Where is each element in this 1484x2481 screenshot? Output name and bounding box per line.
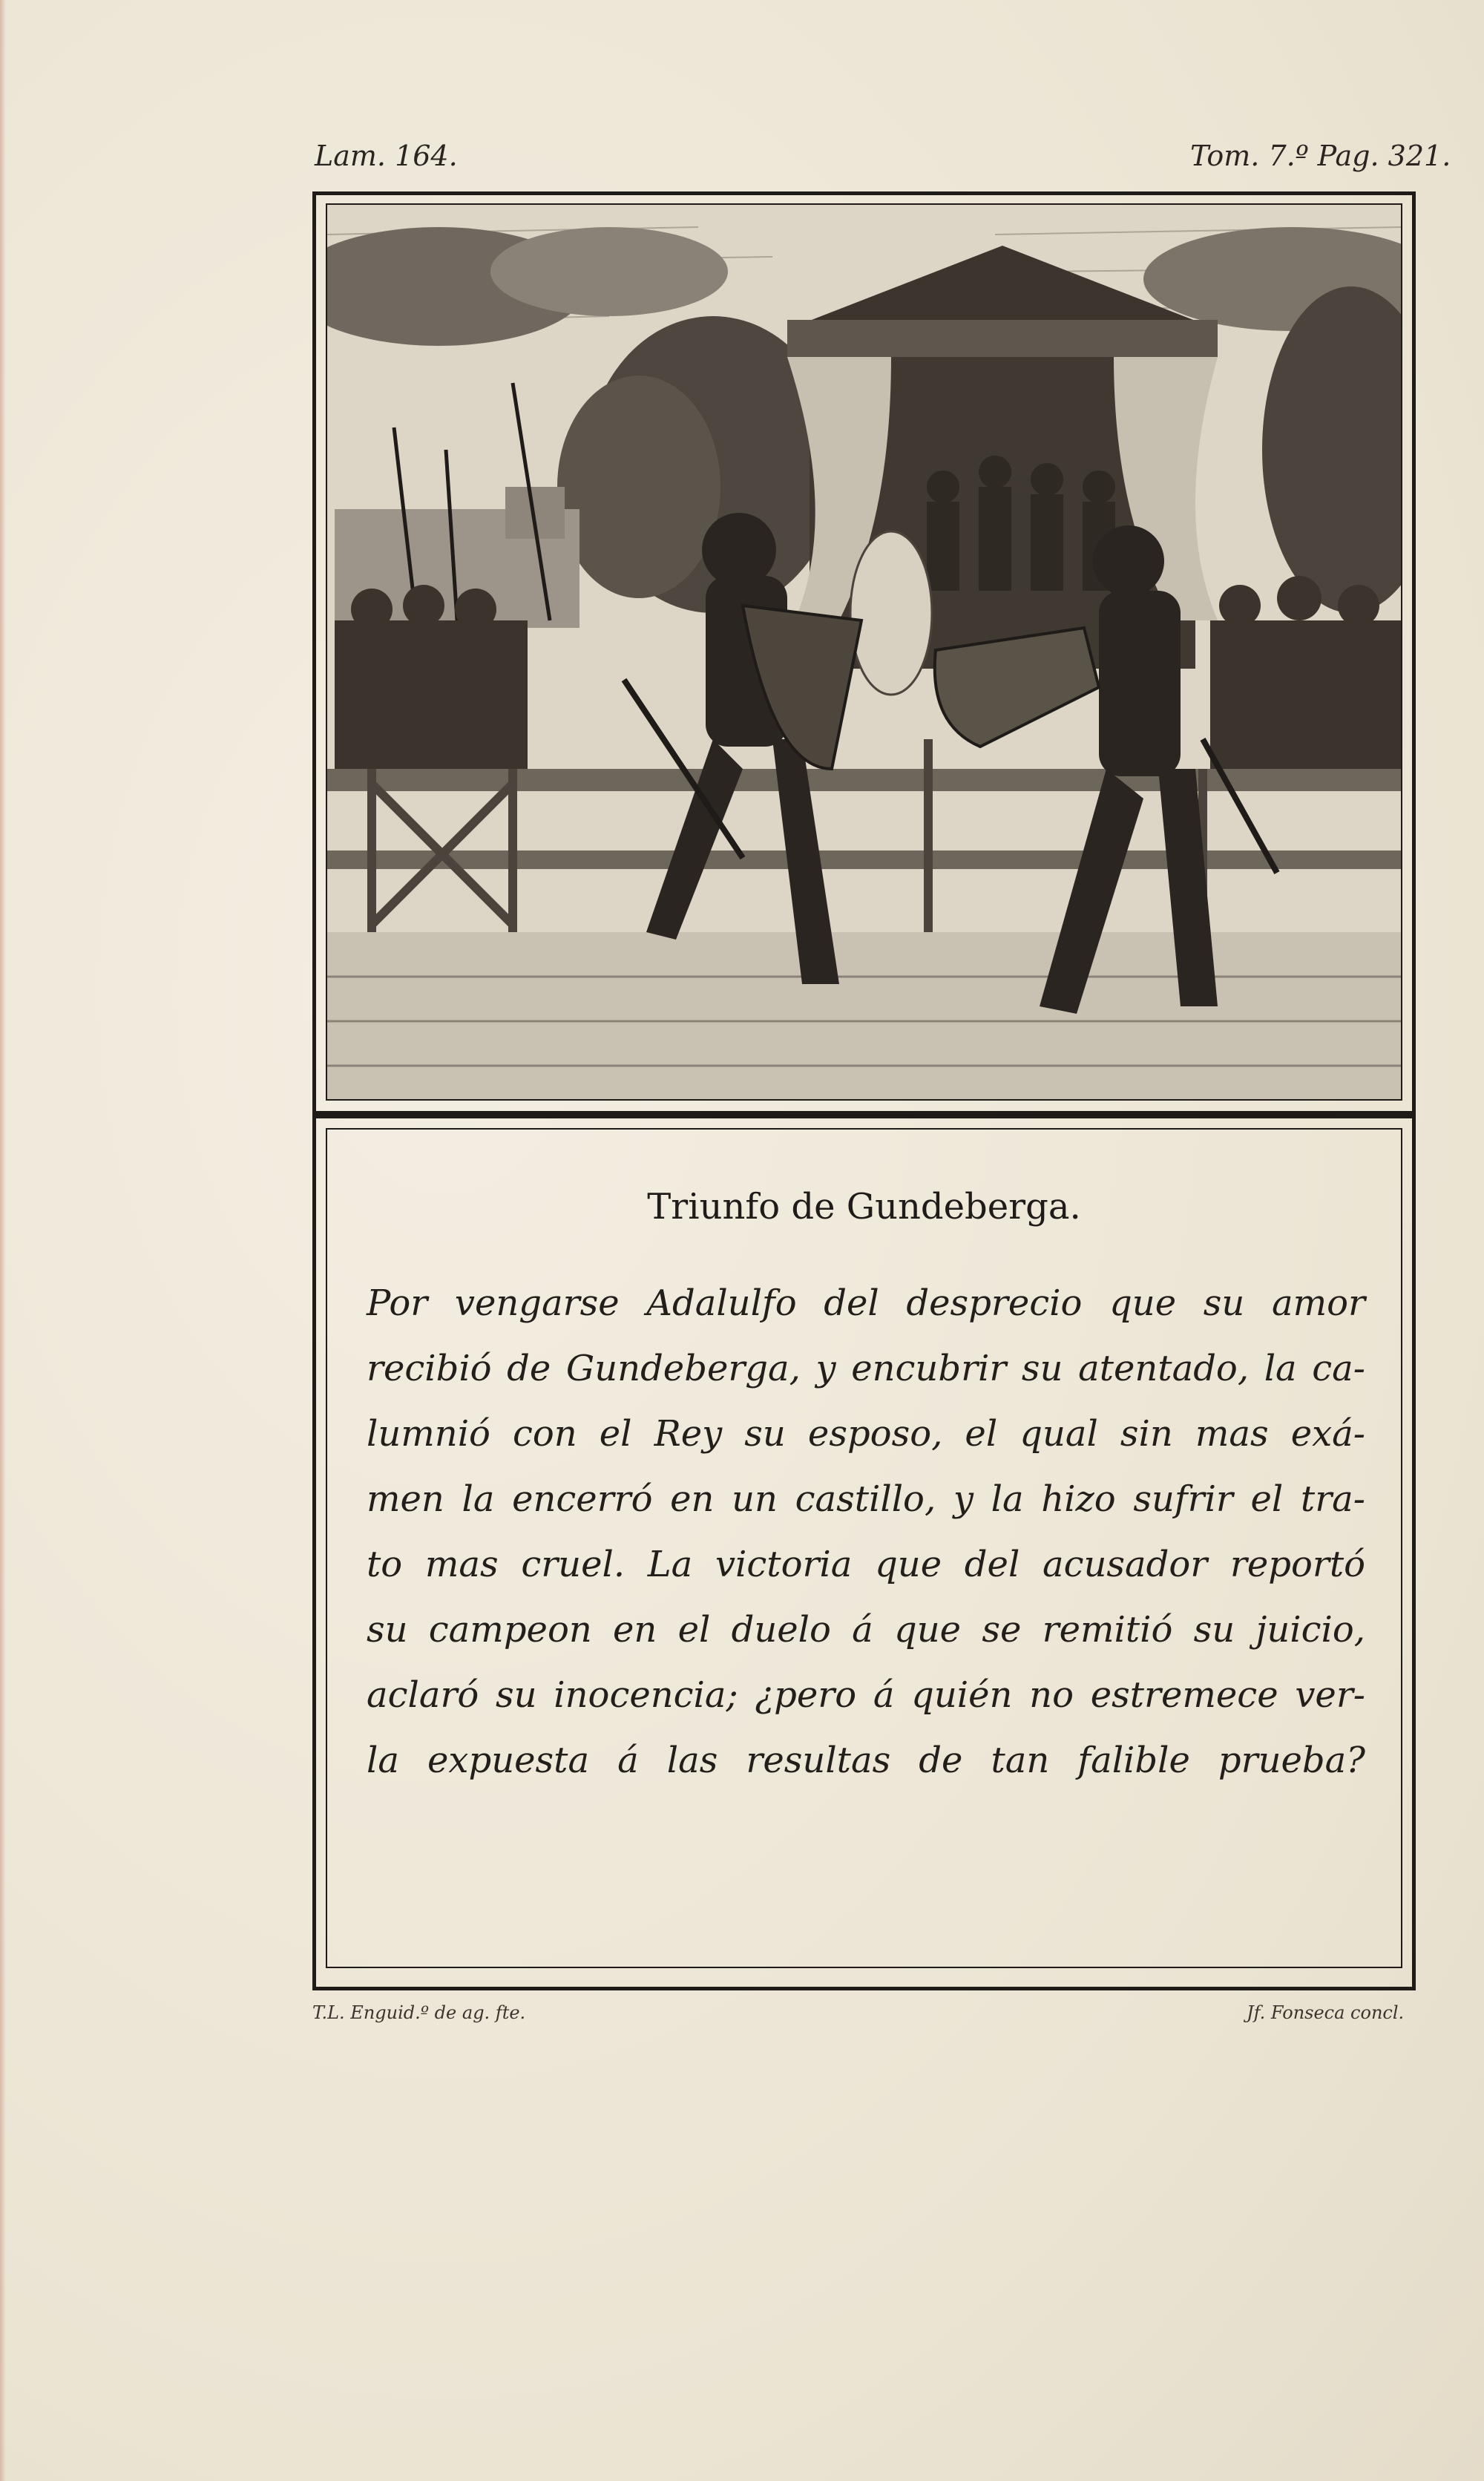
caption-line: lumnió con el Rey su esposo, el qual sin mas exá- <box>367 1413 1365 1455</box>
caption-line: recibió de Gundeberga, y encubrir su atentado, la ca- <box>367 1348 1365 1389</box>
caption-title: Triunfo de Gundeberga. <box>647 1186 1081 1228</box>
caption-line: la expuesta á las resultas de tan falible prueba? <box>367 1740 1365 1781</box>
caption-line: su campeon en el duelo á que se remitió su juicio, <box>367 1609 1365 1651</box>
caption-body <box>367 1271 1365 1793</box>
plate-number: Lam. 164. <box>315 140 458 172</box>
engraver-credit: Jf. Fonseca concl. <box>1247 2002 1405 2023</box>
caption-line: men la encerró en un castillo, y la hizo sufrir el tra- <box>367 1478 1365 1520</box>
engraving-illustration <box>326 203 1402 1101</box>
volume-page-reference: Tom. 7.º Pag. 321. <box>1190 140 1451 172</box>
caption-line: aclaró su inocencia; ¿pero á quién no estremece ver- <box>367 1674 1365 1716</box>
caption-line: Por vengarse Adalulfo del desprecio que su amor <box>367 1282 1365 1324</box>
duel-scene-drawing <box>327 205 1401 1099</box>
caption-line: to mas cruel. La victoria que del acusador reportó <box>367 1544 1365 1585</box>
etcher-credit: T.L. Enguid.º de ag. fte. <box>312 2002 526 2023</box>
